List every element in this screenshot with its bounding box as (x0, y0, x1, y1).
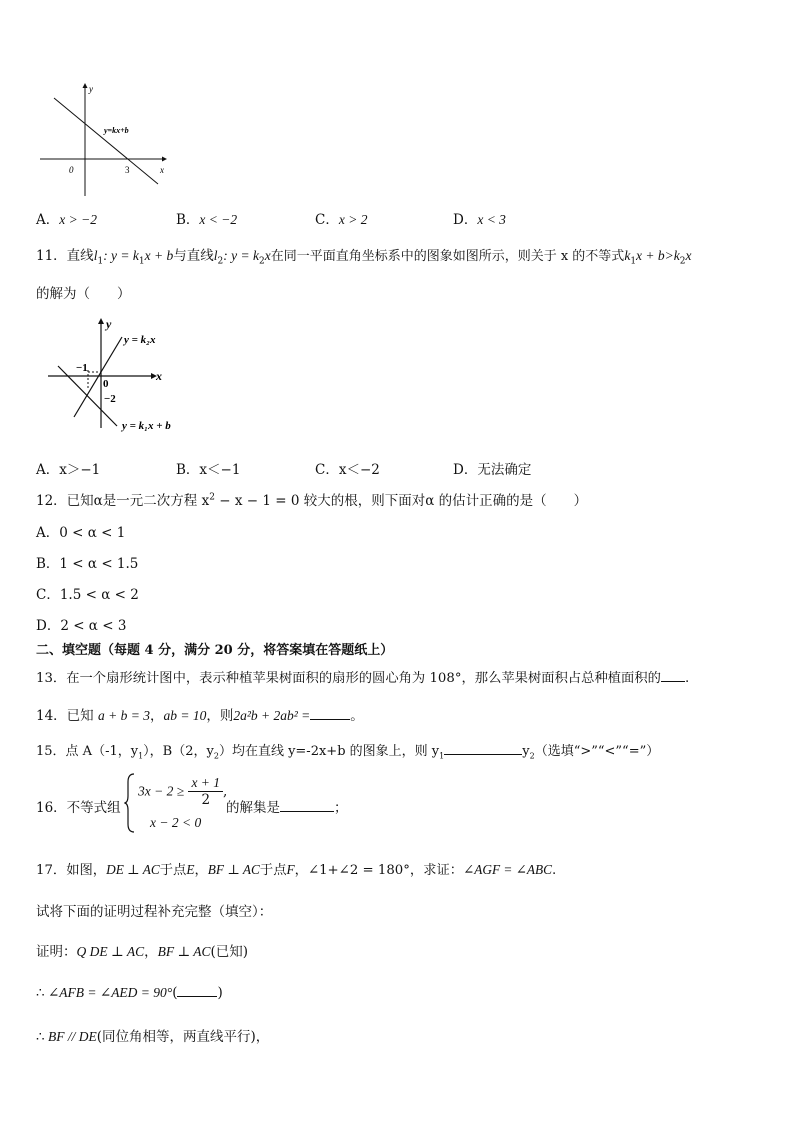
q10-x-tick-label: 3 (125, 165, 130, 175)
q14-answer-blank[interactable] (310, 706, 350, 720)
q11-y-label: y (106, 317, 112, 331)
q10-option-a: A．x > −2 (36, 212, 97, 228)
q16-label: 16．不等式组 (36, 800, 121, 816)
q11-origin-label: 0 (103, 378, 109, 390)
q17-line5: ∴ BF // DE(同位角相等，两直线平行)， (36, 1029, 270, 1045)
q10-line-label: y=kx+b (104, 126, 129, 135)
q12-option-a: A．0 < α < 1 (36, 525, 126, 541)
q11-option-b: B．x＜−1 (176, 462, 241, 478)
q17-line2: 试将下面的证明过程补充完整（填空）： (36, 904, 273, 920)
q16-brace (124, 772, 136, 834)
q11-graph (44, 316, 194, 434)
q11-x-label: x (156, 369, 162, 383)
q16-fraction: $\frac{x + 1}{2}$ (188, 774, 223, 809)
q10-option-d: D．x < 3 (453, 212, 506, 228)
q16-tail: 的解集是 ； (226, 800, 348, 816)
q11-line-k2x (74, 337, 122, 417)
q12-option-b: B．1 < α < 1.5 (36, 556, 139, 572)
q11-tick-neg2: −2 (104, 393, 116, 405)
q11-stem-line2: 的解为（ ） (36, 286, 131, 302)
q13-answer-blank[interactable] (661, 668, 685, 682)
q17-line3: 证明：Q DE ⊥ AC，BF ⊥ AC(已知) (36, 944, 249, 960)
q16-inequality-2: x − 2 < 0 (150, 815, 202, 830)
q11-stem-line1: 11．直线$l_1$: $y = k_1x + b$与直线$l_2$: $y = k_2x$在同一平面直角坐标系中的图象如图所示，则关于 x 的不等式$k_1x + b>k_2x$ (36, 248, 692, 267)
q11-option-a: A．x＞−1 (36, 462, 101, 478)
q10-y-arrow (83, 83, 88, 88)
q17-reason-blank[interactable] (177, 983, 217, 997)
q12-option-c: C．1.5 < α < 2 (36, 587, 139, 603)
q10-x-label: x (160, 165, 164, 175)
q11-tick-neg1: −1 (76, 362, 88, 374)
q11-line-k2x-label: y = k₂x (124, 334, 156, 346)
q11-option-c: C．x＜−2 (315, 462, 380, 478)
q15-text: 15．点 A（-1，$y_1$），B（2，$y_2$）均在直线 y=-2x+b 的图象上，则 $y_1$ $y_2$（选填“>”“<”“=”） (36, 740, 659, 761)
q15-answer-blank[interactable] (444, 741, 522, 755)
q14-text: 14．已知 a + b = 3，ab = 10，则2a²b + 2ab² = 。 (36, 708, 364, 724)
q10-graph (36, 80, 171, 198)
q11-option-d: D．无法确定 (453, 462, 532, 478)
q12-stem: 12．已知α是一元二次方程 $x^2 - x - 1 = 0$ 较大的根，则下面对α 的估计正确的是（ ） (36, 492, 588, 509)
q17-line4: ∴ ∠AFB = ∠AED = 90°( ) (36, 985, 223, 1001)
q10-option-b: B．x < −2 (176, 212, 238, 228)
q10-y-label: y (89, 84, 93, 94)
q12-option-d: D．2 < α < 3 (36, 618, 127, 634)
q17-line1: 17．如图，DE ⊥ AC于点E，BF ⊥ AC于点F，∠1+∠2 = 180°，求证：∠AGF = ∠ABC. (36, 862, 557, 878)
q10-option-c: C．x > 2 (315, 212, 368, 228)
q11-line-k1x-b-label: y = k₁x + b (122, 420, 171, 432)
section-fill-in-blank-heading: 二、填空题（每题 4 分，满分 20 分，将答案填在答题纸上） (36, 643, 394, 658)
q16-inequality-1: 3x − 2 ≥ $\frac{x + 1}{2}$ , (138, 775, 228, 808)
q11-y-arrow (98, 318, 104, 324)
q10-x-arrow (162, 157, 167, 162)
q13-text: 13．在一个扇形统计图中，表示种植苹果树面积的扇形的圆心角为 108°，那么苹果树面积占总种植面积的 . (36, 667, 689, 686)
q16-answer-blank[interactable] (280, 798, 334, 812)
q10-origin-label: 0 (69, 165, 74, 175)
